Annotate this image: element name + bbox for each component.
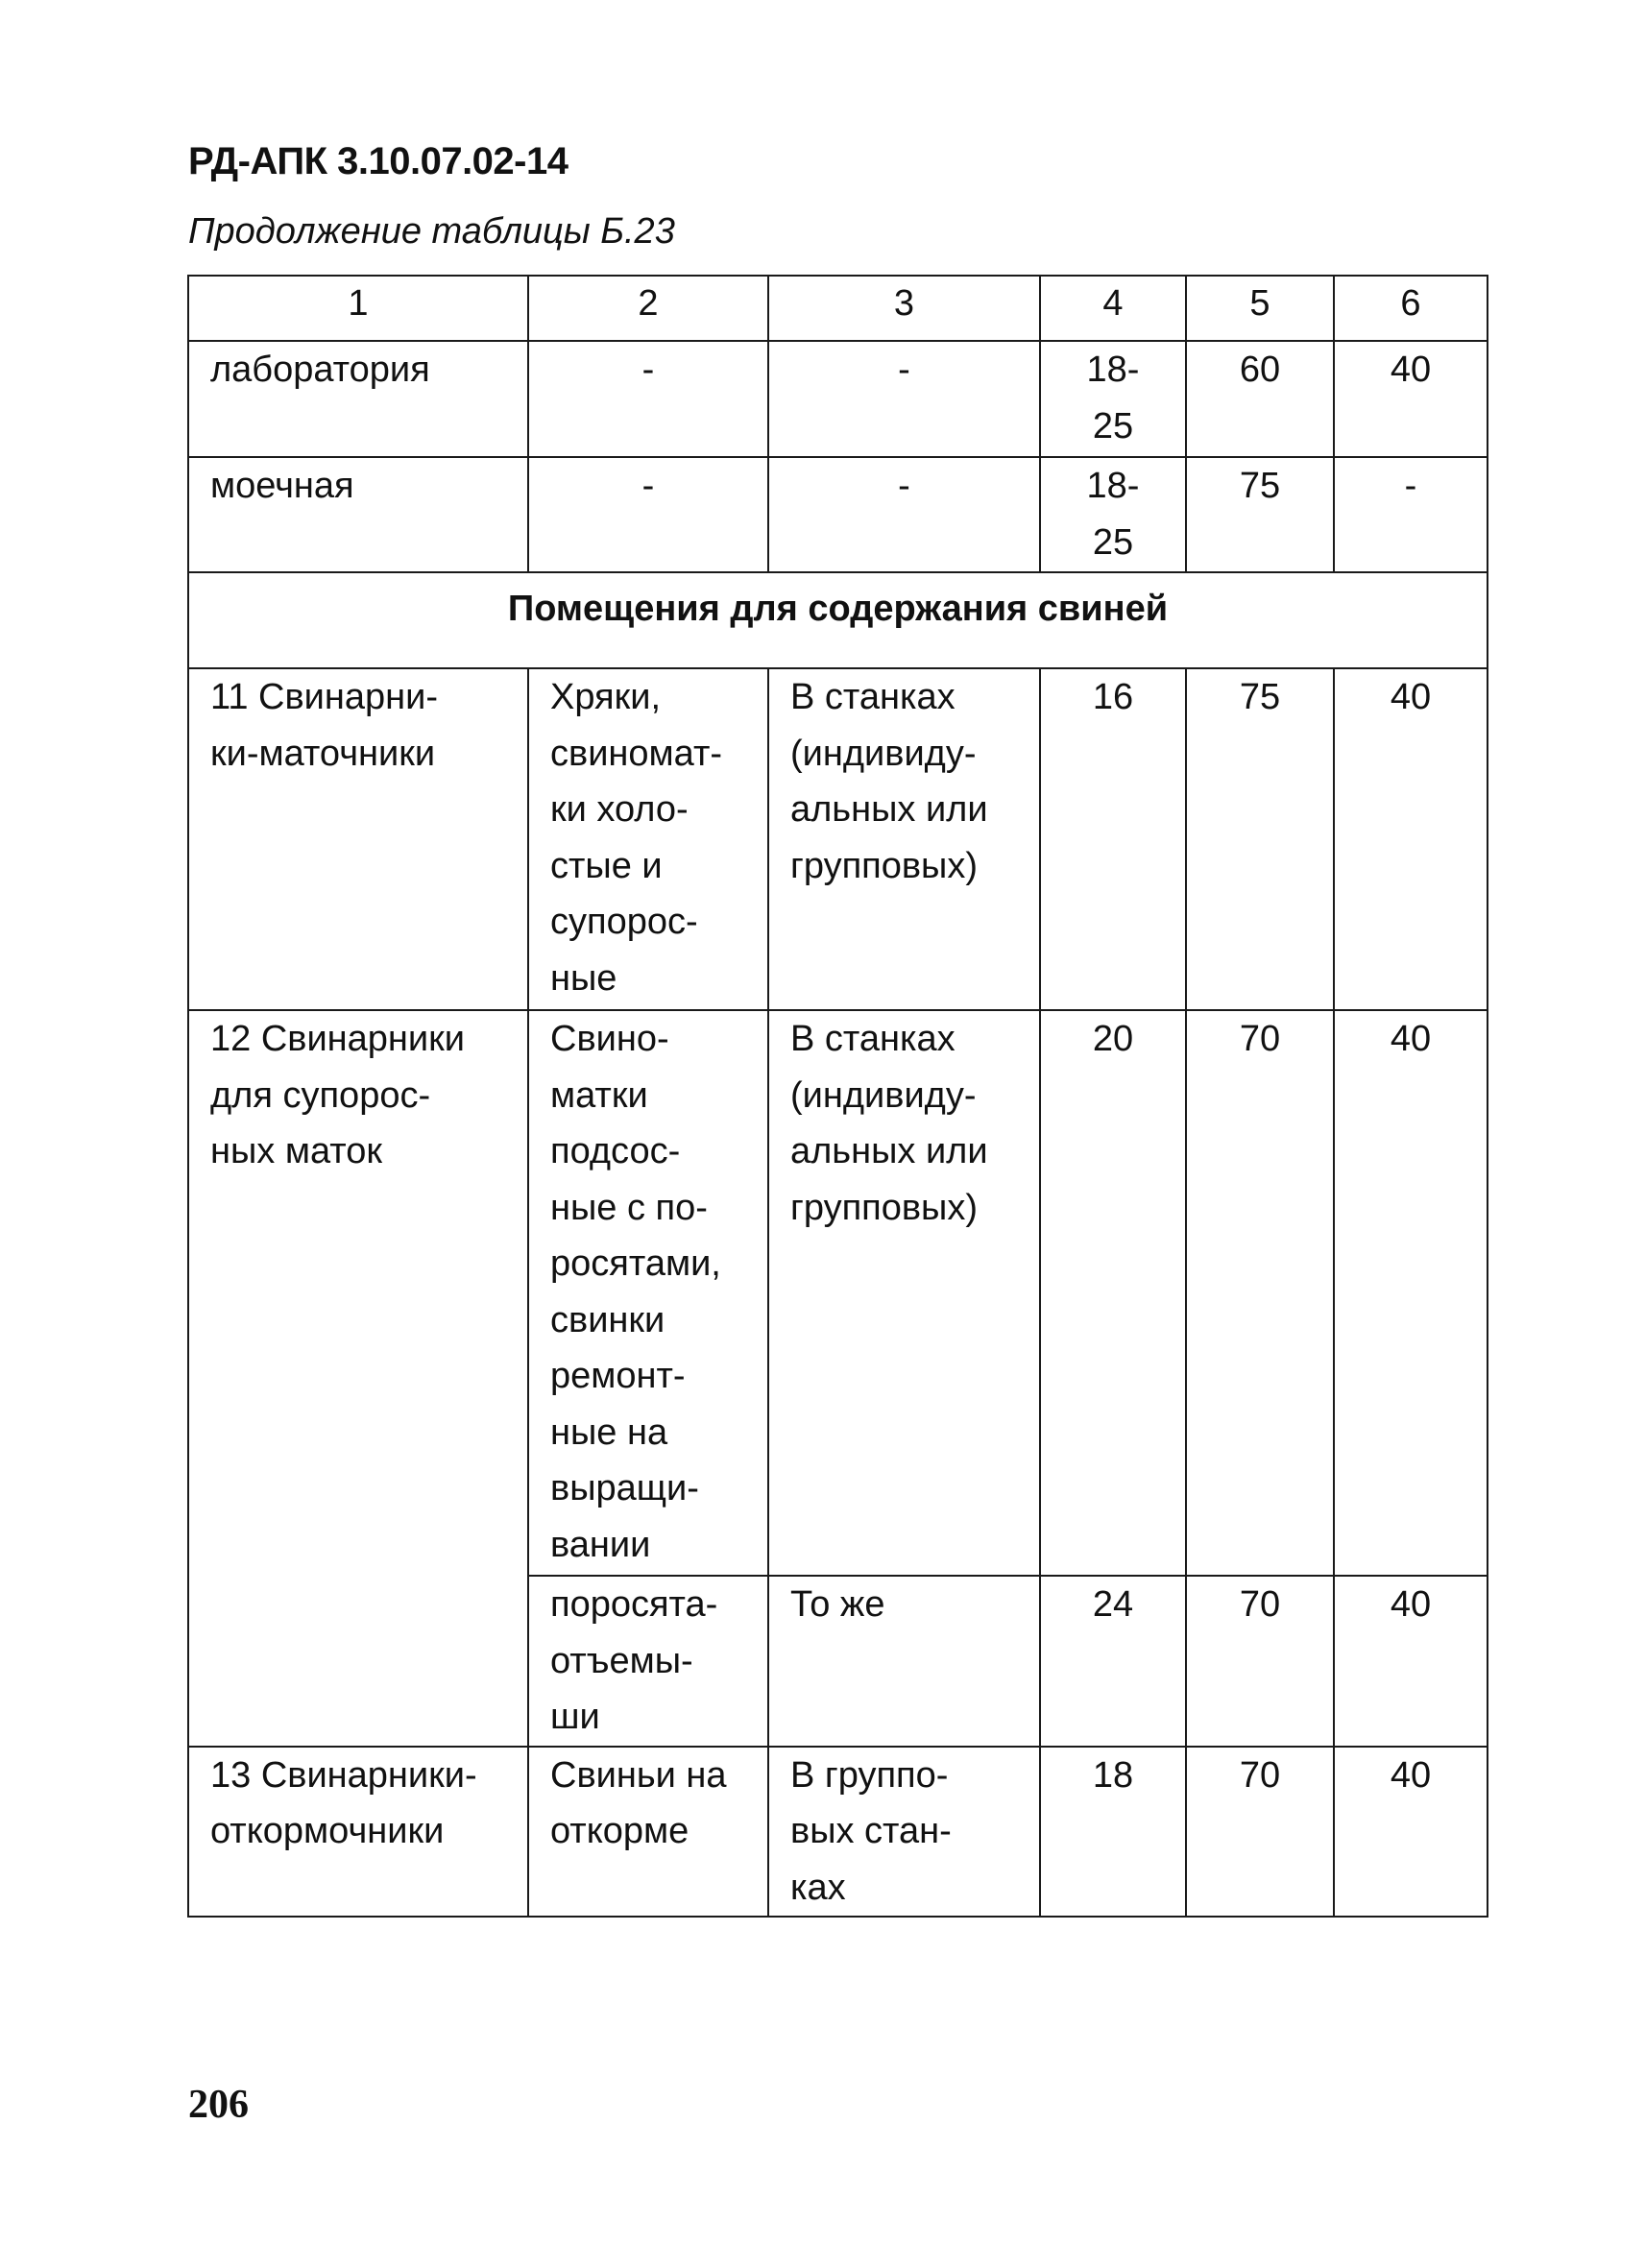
table-cell: - xyxy=(768,457,1040,572)
table-cell: 18 xyxy=(1040,1747,1186,1918)
table-cell: 40 xyxy=(1334,668,1488,1010)
column-header-row xyxy=(188,276,1488,341)
table-cell: 13 Свинарники- откормочники xyxy=(188,1747,528,1918)
page-number: 206 xyxy=(188,2083,249,2127)
table-cell: 16 xyxy=(1040,668,1186,1010)
table-caption: Продолжение таблицы Б.23 xyxy=(188,211,675,252)
table-cell: 75 xyxy=(1186,457,1334,572)
table-cell: 75 xyxy=(1186,668,1334,1010)
table-cell: В группо- вых стан- ках xyxy=(768,1747,1040,1918)
table-cell: 40 xyxy=(1334,1747,1488,1918)
table-cell: В станках (индивиду- альных или групповых) xyxy=(768,1010,1040,1576)
table-cell: 18- 25 xyxy=(1040,341,1186,457)
table-cell: 11 Свинарни- ки-маточники xyxy=(188,668,528,1010)
table-cell: - xyxy=(1334,457,1488,572)
column-header: 2 xyxy=(528,276,768,341)
table-cell: 40 xyxy=(1334,341,1488,457)
document-code: РД-АПК 3.10.07.02-14 xyxy=(188,140,568,182)
table-cell: 18- 25 xyxy=(1040,457,1186,572)
table-cell: 70 xyxy=(1186,1747,1334,1918)
table-row xyxy=(188,668,1488,1010)
table-cell: поросята- отъемы- ши xyxy=(528,1576,768,1747)
table-cell: 70 xyxy=(1186,1576,1334,1747)
table-cell: 40 xyxy=(1334,1010,1488,1576)
table-cell: 40 xyxy=(1334,1576,1488,1747)
table-cell: - xyxy=(528,457,768,572)
table-cell: моечная xyxy=(188,457,528,572)
table-cell: - xyxy=(768,341,1040,457)
table-cell: лаборатория xyxy=(188,341,528,457)
table-cell: В станках (индивиду- альных или групповых) xyxy=(768,668,1040,1010)
table-row xyxy=(188,1010,1488,1576)
table-cell: Свиньи на откорме xyxy=(528,1747,768,1918)
table-cell: 20 xyxy=(1040,1010,1186,1576)
table-cell: 60 xyxy=(1186,341,1334,457)
column-header: 3 xyxy=(768,276,1040,341)
table-cell: 24 xyxy=(1040,1576,1186,1747)
table-cell: 12 Свинарники для супорос- ных маток xyxy=(188,1010,528,1747)
column-header: 1 xyxy=(188,276,528,341)
table-cell: - xyxy=(528,341,768,457)
table-row xyxy=(188,457,1488,572)
table-row xyxy=(188,1747,1488,1918)
table-row xyxy=(188,341,1488,457)
section-row xyxy=(188,572,1488,668)
table-cell: 70 xyxy=(1186,1010,1334,1576)
table-cell: Хряки, свиномат- ки холо- стые и супорос- ные xyxy=(528,668,768,1010)
table-cell: То же xyxy=(768,1576,1040,1747)
column-header: 6 xyxy=(1334,276,1488,341)
column-header: 4 xyxy=(1040,276,1186,341)
section-title: Помещения для содержания свиней xyxy=(188,572,1488,668)
table-cell: Свино- матки подсос- ные с по- росятами, свинки ремонт- ные на выращи- вании xyxy=(528,1010,768,1576)
data-table xyxy=(187,275,1488,1918)
column-header: 5 xyxy=(1186,276,1334,341)
